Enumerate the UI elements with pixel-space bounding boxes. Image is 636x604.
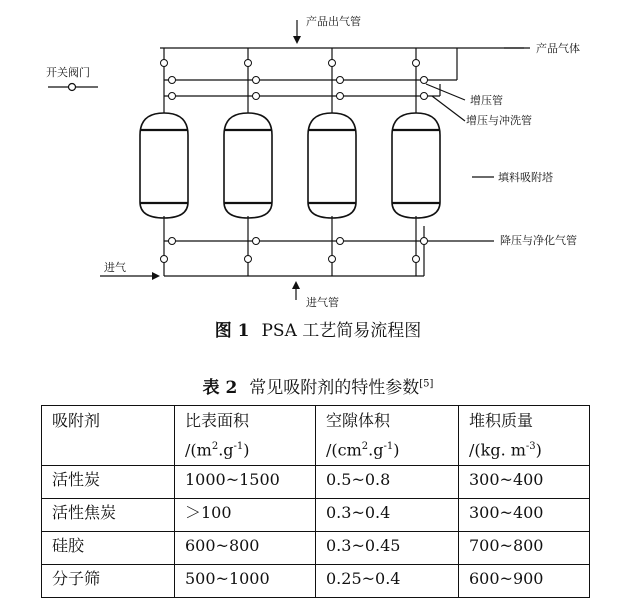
unit-label: /(kg. $m^{-3}$) <box>469 440 542 460</box>
table-caption-ref: [5] <box>419 378 434 390</box>
table-cell: 0.3~0.45 <box>316 532 459 565</box>
adsorbent-properties-table <box>41 405 590 598</box>
table-row <box>42 565 590 598</box>
table-row <box>42 532 590 565</box>
table-caption <box>0 373 636 398</box>
valve-icon <box>169 77 176 84</box>
label-switch-valve: 开关阀门 <box>46 66 90 79</box>
table-header-row <box>42 406 590 466</box>
figure-caption-number: 图 1 <box>214 321 250 341</box>
table-cell: 0.5~0.8 <box>316 466 459 499</box>
valve-icon <box>169 93 176 100</box>
table-header-cell: 吸附剂 <box>42 406 175 466</box>
valve-icon <box>413 60 420 67</box>
valve-icon <box>329 256 336 263</box>
table-header-cell: 堆积质量 /(kg. $m^{-3}$) <box>459 406 590 466</box>
table-cell: 700~800 <box>459 532 590 565</box>
table-cell: 1000~1500 <box>175 466 316 499</box>
valve-icon <box>421 77 428 84</box>
valve-icon <box>245 256 252 263</box>
table-cell: 硅胶 <box>42 532 175 565</box>
valve-icon <box>337 238 344 245</box>
label-depressurize-purify-pipe: 降压与净化气管 <box>500 234 577 247</box>
valve-icon <box>161 60 168 67</box>
label-pressurize-pipe: 增压管 <box>470 94 503 107</box>
table-row <box>42 499 590 532</box>
valve-icon <box>253 77 260 84</box>
valve-icon <box>337 93 344 100</box>
label-pressurize-flush-pipe: 增压与冲洗管 <box>466 114 532 127</box>
valve-icon <box>161 256 168 263</box>
valve-icon <box>413 256 420 263</box>
table-cell: 活性炭 <box>42 466 175 499</box>
table-cell: 300~400 <box>459 466 590 499</box>
unit-label: $/(m^2.g^{-1})$ <box>185 440 250 460</box>
table-cell: 600~800 <box>175 532 316 565</box>
table-caption-number: 表 2 <box>202 378 238 398</box>
figure-caption-text: PSA 工艺简易流程图 <box>261 321 422 341</box>
valve-icon <box>245 60 252 67</box>
table-cell: 活性焦炭 <box>42 499 175 532</box>
label-inlet-gas: 进气 <box>104 261 126 274</box>
table-cell: ＞100 <box>175 499 316 532</box>
valve-icon <box>421 93 428 100</box>
label-packed-adsorption-tower: 填料吸附塔 <box>498 171 553 184</box>
valve-icon <box>253 93 260 100</box>
table-cell: 0.3~0.4 <box>316 499 459 532</box>
table-header-cell: 比表面积 $/(m^2.g^{-1})$ <box>175 406 316 466</box>
figure-caption <box>0 316 636 341</box>
label-product-gas: 产品气体 <box>536 42 580 55</box>
table-row <box>42 466 590 499</box>
label-inlet-pipe: 进气管 <box>306 296 339 309</box>
unit-label: $/(cm^2.g^{-1})$ <box>326 440 400 460</box>
valve-icon <box>337 77 344 84</box>
table-cell: 0.25~0.4 <box>316 565 459 598</box>
table-header-cell: 空隙体积 $/(cm^2.g^{-1})$ <box>316 406 459 466</box>
table-cell: 500~1000 <box>175 565 316 598</box>
valve-icon <box>169 238 176 245</box>
valve-icon <box>421 238 428 245</box>
table-cell: 600~900 <box>459 565 590 598</box>
valve-icon <box>253 238 260 245</box>
label-product-outlet-pipe: 产品出气管 <box>306 15 361 28</box>
table-cell: 分子筛 <box>42 565 175 598</box>
table-caption-text: 常见吸附剂的特性参数 <box>249 378 420 398</box>
table-cell: 300~400 <box>459 499 590 532</box>
valve-icon <box>329 60 336 67</box>
